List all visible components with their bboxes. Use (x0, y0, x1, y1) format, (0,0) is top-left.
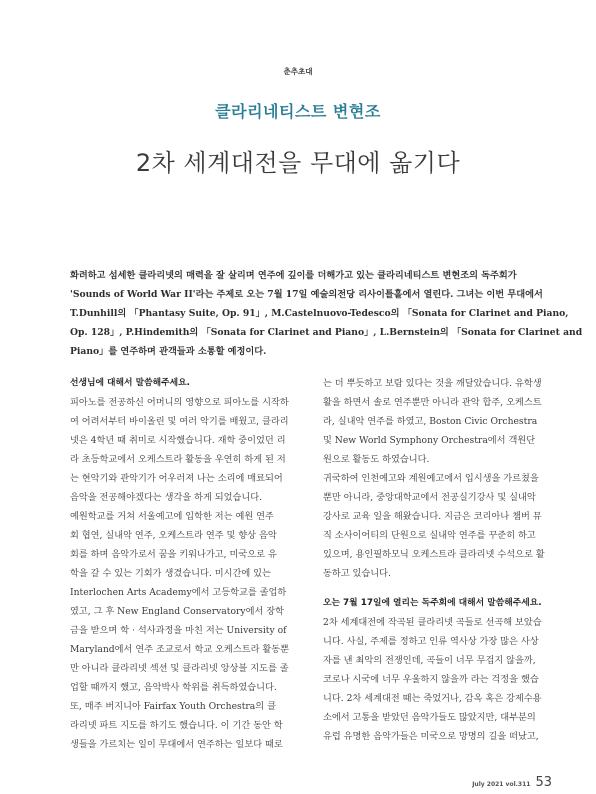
lead-line: 'Sounds of World War II'라는 주제로 오는 7월 17일 예술의전당 리사이틀홀에서 열린다. 그녀는 이번 무대에서 (70, 289, 543, 300)
body-line: 여 어려서부터 바이올린 및 여러 악기를 배웠고, 클라리 (70, 416, 289, 427)
body-line: 니다. 2차 세계대전 때는 죽었거나, 감옥 혹은 강제수용 (323, 693, 542, 704)
body-line: 소에서 고통을 받았던 음악가들도 많았지만, 대부분의 (323, 712, 536, 723)
body-line: 회 협연, 실내악 연주, 오케스트라 연주 및 향상 음악 (70, 530, 277, 541)
body-line: 넷은 4학년 때 취미로 시작했습니다. 재학 중이었던 리 (70, 435, 286, 446)
paragraph-gap (323, 583, 559, 594)
body-line: 활을 하면서 솔로 연주뿐만 아니라 관악 합주, 오케스트 (323, 397, 542, 408)
issue-label: July 2021 vol.311 (472, 781, 531, 788)
body-line: 생들을 가르치는 일이 무대에서 연주하는 일보다 때로 (70, 739, 283, 750)
lead-line: Piano」를 연주하며 관객들과 소통할 예정이다. (70, 346, 267, 357)
body-line: 였고, 그 후 New England Conservatory에서 장학 (70, 606, 284, 617)
body-line: 는 현악기와 관악기가 어우러져 나는 소리에 매료되어 (70, 473, 283, 484)
body-line: 는 더 뿌듯하고 보람 있다는 것을 깨달았습니다. 유학생 (323, 378, 542, 389)
body-line: 회를 하며 음악가로서 꿈을 키워나가고, 미국으로 유 (70, 549, 277, 560)
body-line: 업할 때까지 했고, 음악박사 학위를 취득하였습니다. (70, 682, 277, 693)
body-line: 동하고 있습니다. (323, 568, 391, 579)
body-line: 있으며, 용인필하모닉 오케스트라 클라리넷 수석으로 활 (323, 549, 545, 560)
body-line: 음악을 전공해야겠다는 생각을 하게 되었습니다. (70, 492, 263, 503)
body-line: 라, 실내악 연주를 하였고, Boston Civic Orchestra (323, 416, 538, 427)
body-line: 유럽 유명한 음악가들은 미국으로 망명의 길을 떠났고, (323, 731, 539, 742)
body-line: 만 아니라 클라리넷 섹션 및 클라리넷 앙상블 지도를 졸 (70, 663, 289, 674)
page-number: 53 (535, 775, 552, 790)
section-label: 춘추초대 (283, 67, 313, 76)
body-line: 자를 낸 최악의 전쟁인데, 곡들이 너무 무겁지 않을까, (323, 655, 536, 666)
body-line: 라리넷 파트 지도를 하기도 했습니다. 이 기간 동안 학 (70, 720, 283, 731)
article-title: 2차 세계대전을 무대에 옮기다 (135, 149, 461, 177)
body-line: 원으로 활동도 하였습니다. (323, 454, 430, 465)
body-line: 및 New World Symphony Orchestra에서 객원단 (323, 435, 536, 446)
right-column (323, 374, 559, 746)
body-line: Maryland에서 연주 조교로서 학교 오케스트라 활동뿐 (70, 644, 290, 655)
left-column (70, 374, 306, 754)
body-line: 귀국하여 인천예고와 계원예고에서 입시생을 가르쳤을 (323, 473, 539, 484)
article-subtitle: 클라리네티스트 변현조 (215, 102, 381, 121)
body-line: 2차 세계대전에 작곡된 클라리넷 곡들로 선곡해 보았습 (323, 617, 542, 628)
body-line: Interlochen Arts Academy에서 고등학교를 졸업하 (70, 587, 287, 598)
lead-paragraph (70, 266, 583, 361)
body-line: 금을 받으며 학 · 석사과정을 마친 저는 University of (70, 625, 287, 636)
interview-question: 오는 7월 17일에 열리는 독주회에 대해서 말씀해주세요. (323, 598, 542, 608)
lead-line: T.Dunhill의 「Phantasy Suite, Op. 91」, M.Castelnuovo-Tedesco의 「Sonata for Clarinet and Piano, (70, 308, 569, 319)
lead-line: Op. 128」, P.Hindemith의 「Sonata for Clarinet and Piano」, L.Bernstein의 「Sonata for Clarinet and (70, 327, 583, 338)
body-line: 라 초등학교에서 오케스트라 활동을 우연히 하게 된 저 (70, 454, 286, 465)
body-line: 학을 갈 수 있는 기회가 생겼습니다. 미시간에 있는 (70, 568, 271, 579)
body-line: 직 소사이어티의 단원으로 실내악 연주를 꾸준히 하고 (323, 530, 536, 541)
lead-line: 화려하고 섬세한 클라리넷의 매력을 잘 살리며 연주에 깊이를 더해가고 있는 클라리네티스트 변현조의 독주회가 (70, 270, 517, 281)
body-line: 또, 매주 버지니아 Fairfax Youth Orchestra의 클 (70, 701, 276, 712)
body-line: 코로나 시국에 너무 우울하지 않을까 라는 걱정을 했습 (323, 674, 539, 685)
body-line: 피아노를 전공하신 어머니의 영향으로 피아노를 시작하 (70, 397, 289, 408)
body-line: 예원학교를 거쳐 서울예고에 입학한 저는 예원 연주 (70, 511, 274, 522)
body-line: 뿐만 아니라, 중앙대학교에서 전공실기강사 및 실내악 (323, 492, 536, 503)
interview-question: 선생님에 대해서 말씀해주세요. (70, 378, 190, 388)
page-footer (472, 775, 552, 790)
body-line: 강사로 교육 일을 해왔습니다. 지금은 코리아나 챔버 뮤 (323, 511, 542, 522)
body-line: 니다. 사실, 주제를 정하고 인류 역사상 가장 많은 사상 (323, 636, 539, 647)
